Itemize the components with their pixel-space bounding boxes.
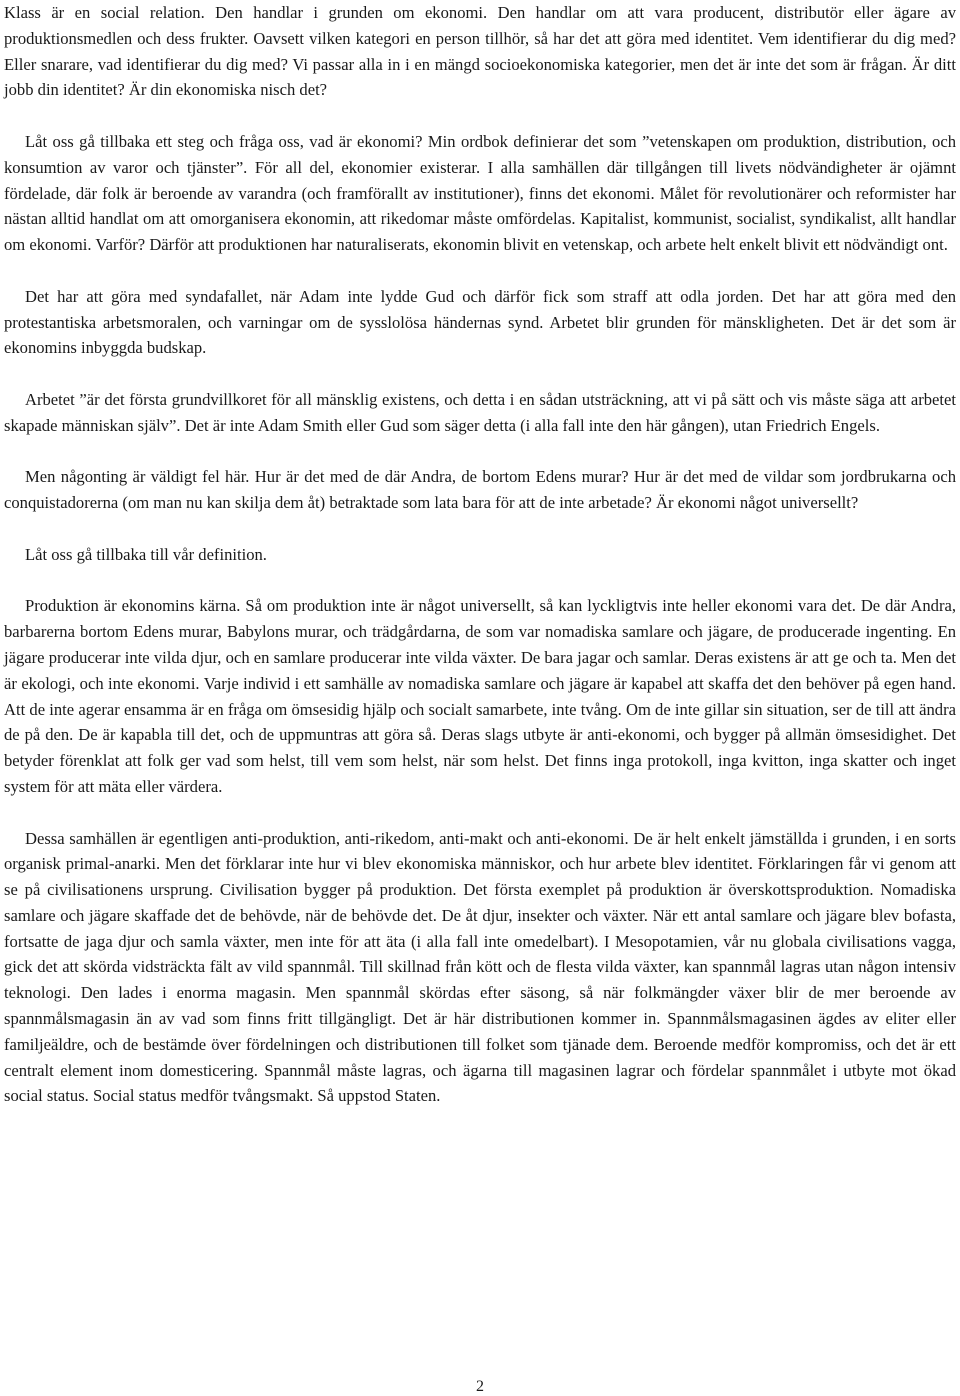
paragraph-engels-quote: Arbetet ”är det första grundvillkoret för all mänsklig existens, och detta i en sådan utsträckning, att vi på sätt och vis måste säga att arbetet skapade människan själv”. Det är inte Adam Smith eller Gud som säger detta (i alla fall inte den här gången), utan Friedrich Engels. — [4, 389, 956, 435]
paragraph-fall-of-man: Det har att göra med syndafallet, när Adam inte lydde Gud och därför fick som straff att odla jorden. Det har att göra med den protestantiska arbetsmoralen, och varningar om de sysslolösa händernas synd. Arbetet blir grunden för mänskligheten. Det är det som är ekonomins inbyggda budskap. — [4, 286, 956, 358]
document-page — [4, 0, 956, 1135]
paragraph-class-relation: Klass är en social relation. Den handlar i grunden om ekonomi. Den handlar om att vara producent, distributör eller ägare av produktionsmedlen och dess frukter. Oavsett vilken kategori en person tillhör, så har det att göra med identitet. Vem identifierar du dig med? Eller snarare, vad identifierar du dig med? Vi passar alla in i en mängd socioekonomiska kategorier, men det är inte det som är frågan. Är ditt jobb din identitet? Är din ekonomiska nisch det? — [4, 3, 956, 100]
page-number: 2 — [476, 1378, 484, 1395]
paragraph-anti-production: Dessa samhällen är egentligen anti-produktion, anti-rikedom, anti-makt och anti-ekonomi. De är helt enkelt jämställda i grunden, i en sorts organisk primal-anarki. Men det förklarar inte hur vi blev ekonomiska människor, och hur arbete blev identitet. Förklaringen får vi genom att se på civilisationens ursprung. Civilisation bygger på produktion. Det första exemplet på produktion är överskottsproduktion. Nomadiska samlare och jägare skaffade det de behövde, när de behövde det. De åt djur, insekter och växter. När ett antal samlare och jägare blev bofasta, fortsatte de jaga djur och samla växter, men inte för att äta (i alla fall inte omedelbart). I Mesopotamien, vår nu globala civilisations vagga, gick det att skörda vidsträckta fält av vild spannmål. Till skillnad från kött och de flesta vilda växter, kan spannmål lagras utan någon intensiv teknologi. Den lades i enorma magasin. Men spannmål skördas efter säsong, så när folkmängder växer blir de mer beroende av spannmålsmagasin än av vad som finns fritt tillgängligt. Det är här distributionen kommer in. Spannmålsmagasinen ägdes av eliter eller familjeäldre, och de bestämde över fördelningen och distributionen till folket som tjänade dem. Beroende medför kompromiss, och det är ett centralt element inom domesticering. Spannmål måste lagras, och ägarna till magasinen lagrar och fördelar spannmålet i utbyte mot ökad social status. Social status medför tvångsmakt. Så uppstod Staten. — [4, 828, 956, 1106]
paragraph-production-core: Produktion är ekonomins kärna. Så om produktion inte är något universellt, så kan lyckligtvis inte heller ekonomi vara det. De där Andra, barbarerna bortom Edens murar, Babylons murar, och trädgårdarna, de som var nomadiska samlare och jägare, de producerade ingenting. En jägare producerar inte vilda djur, och en samlare producerar inte vilda växter. De bara jagar och samlar. Deras existens är att ge och ta. Men det är ekologi, och inte ekonomi. Varje individ i ett samhälle av nomadiska samlare och jägare är kapabel att skaffa det den behöver på egen hand. Att de inte agerar ensamma är en fråga om ömsesidig hjälp och socialt samarbete, inte tvång. Om de inte gillar sin situation, ser de till att ändra de på den. De är kapabla till det, och de uppmuntras att göra så. Deras slags utbyte är anti-ekonomi, och bygger på allmän ömsesidighet. Det betyder förenklat att folk ger vad som helst, till vem som helst, när som helst. Det finns inga protokoll, inga kvitton, inga skatter och inget system för att mäta eller värdera. — [4, 596, 956, 796]
paragraph-the-others: Men någonting är väldigt fel här. Hur är det med de där Andra, de bortom Edens murar? Hur är det med de vildar som jordbrukarna och conquistadorerna (om man nu kan skilja dem åt) betraktade som lata bara för att de inte arbetade? Är ekonomi något universellt? — [4, 467, 956, 513]
paragraph-what-is-economy: Låt oss gå tillbaka ett steg och fråga oss, vad är ekonomi? Min ordbok definierar det som ”vetenskapen om produktion, distribution, och konsumtion av varor och tjänster”. För all del, ekonomier existerar. I alla samhällen där tillgången till livets nödvändigheter är ojämnt fördelade, där folk är beroende av varandra (och framförallt av institutioner), finns det ekonomi. Målet för revolutionärer och reformister har nästan alltid handlat om att omorganisera ekonomin, att rikedomar måste omfördelas. Kapitalist, kommunist, socialist, syndikalist, allt handlar om ekonomi. Varför? Därför att produktionen har naturaliserats, ekonomin blivit en vetenskap, och arbete helt enkelt blivit ett nödvändigt ont. — [4, 131, 956, 255]
paragraph-back-to-definition: Låt oss gå tillbaka till vår definition. — [25, 544, 267, 564]
